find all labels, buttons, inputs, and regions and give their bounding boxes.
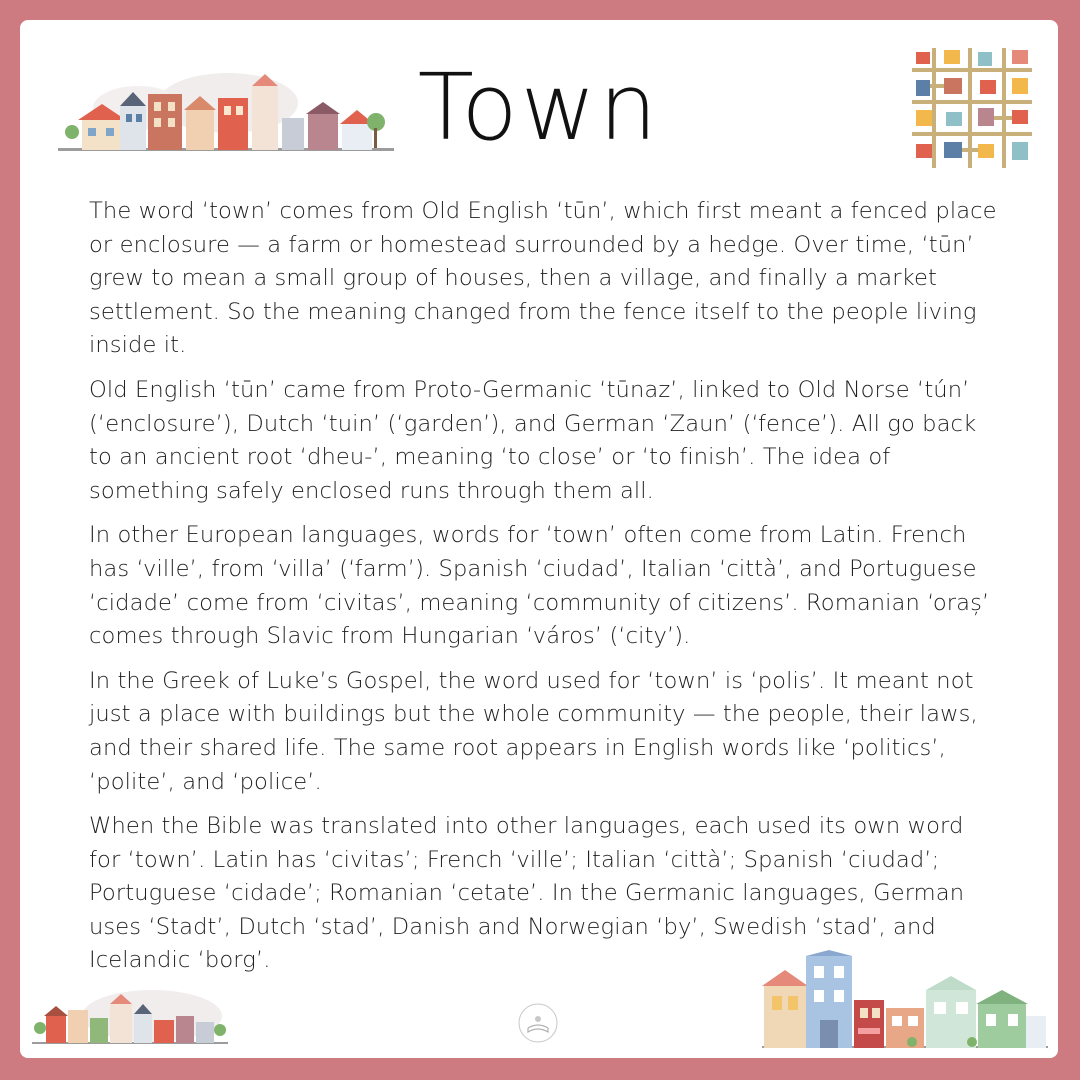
publisher-logo xyxy=(517,1002,559,1044)
paragraph-germanic-roots: Old English ‘tūn’ came from Proto-Germanic ‘tūnaz’, linked to Old Norse ‘tún’ (‘enclosure’), Dutch ‘tuin’ (‘garden’), and German ‘Zaun’ (‘fence’). All go back to an ancient root ‘dheu-’, meaning ‘to close’ or ‘to finish’. The idea of something safely enclosed runs through them all. xyxy=(89,376,977,504)
page-title: Town xyxy=(417,54,661,161)
paragraph-european-languages: In other European languages, words for ‘town’ often come from Latin. French has ‘ville’, from ‘villa’ (‘farm’). Spanish ‘ciudad’, Italian ‘città’, and Portuguese ‘cidade’ come from ‘civitas’, meaning ‘community of citizens’. Romanian ‘oraș’ comes through Slavic from Hungarian ‘város’ (‘city’). xyxy=(89,522,990,650)
paragraph-bible-translations: When the Bible was translated into other languages, each used its own word for ‘town’. Latin has ‘civitas’; French ‘ville’; Italian ‘città’; Spanish ‘ciudad’; Portuguese ‘cidade’; Romanian ‘cetate’. In the Germanic languages, German uses ‘Stadt’, Dutch ‘stad’, Danish and Norwegian ‘by’, Swedish ‘stad’, and Icelandic ‘borg’. xyxy=(89,813,965,974)
small-town-illustration xyxy=(32,976,228,1048)
page-card xyxy=(20,20,1058,1058)
paragraph-greek-polis: In the Greek of Luke’s Gospel, the word used for ‘town’ is ‘polis’. It meant not just a place with buildings but the whole community — the people, their laws, and their shared life. The same root appears in English words like ‘politics’, ‘polite’, and ‘police’. xyxy=(89,667,978,795)
street-houses-illustration xyxy=(762,950,1048,1050)
article-body xyxy=(89,195,999,989)
paragraph-etymology: The word ‘town’ comes from Old English ‘tūn’, which first meant a fenced place or enclosure — a farm or homestead surrounded by a hedge. Over time, ‘tūn’ grew to mean a small group of houses, then a village, and finally a market settlement. So the meaning changed from the fence itself to the people living inside it. xyxy=(89,198,997,359)
